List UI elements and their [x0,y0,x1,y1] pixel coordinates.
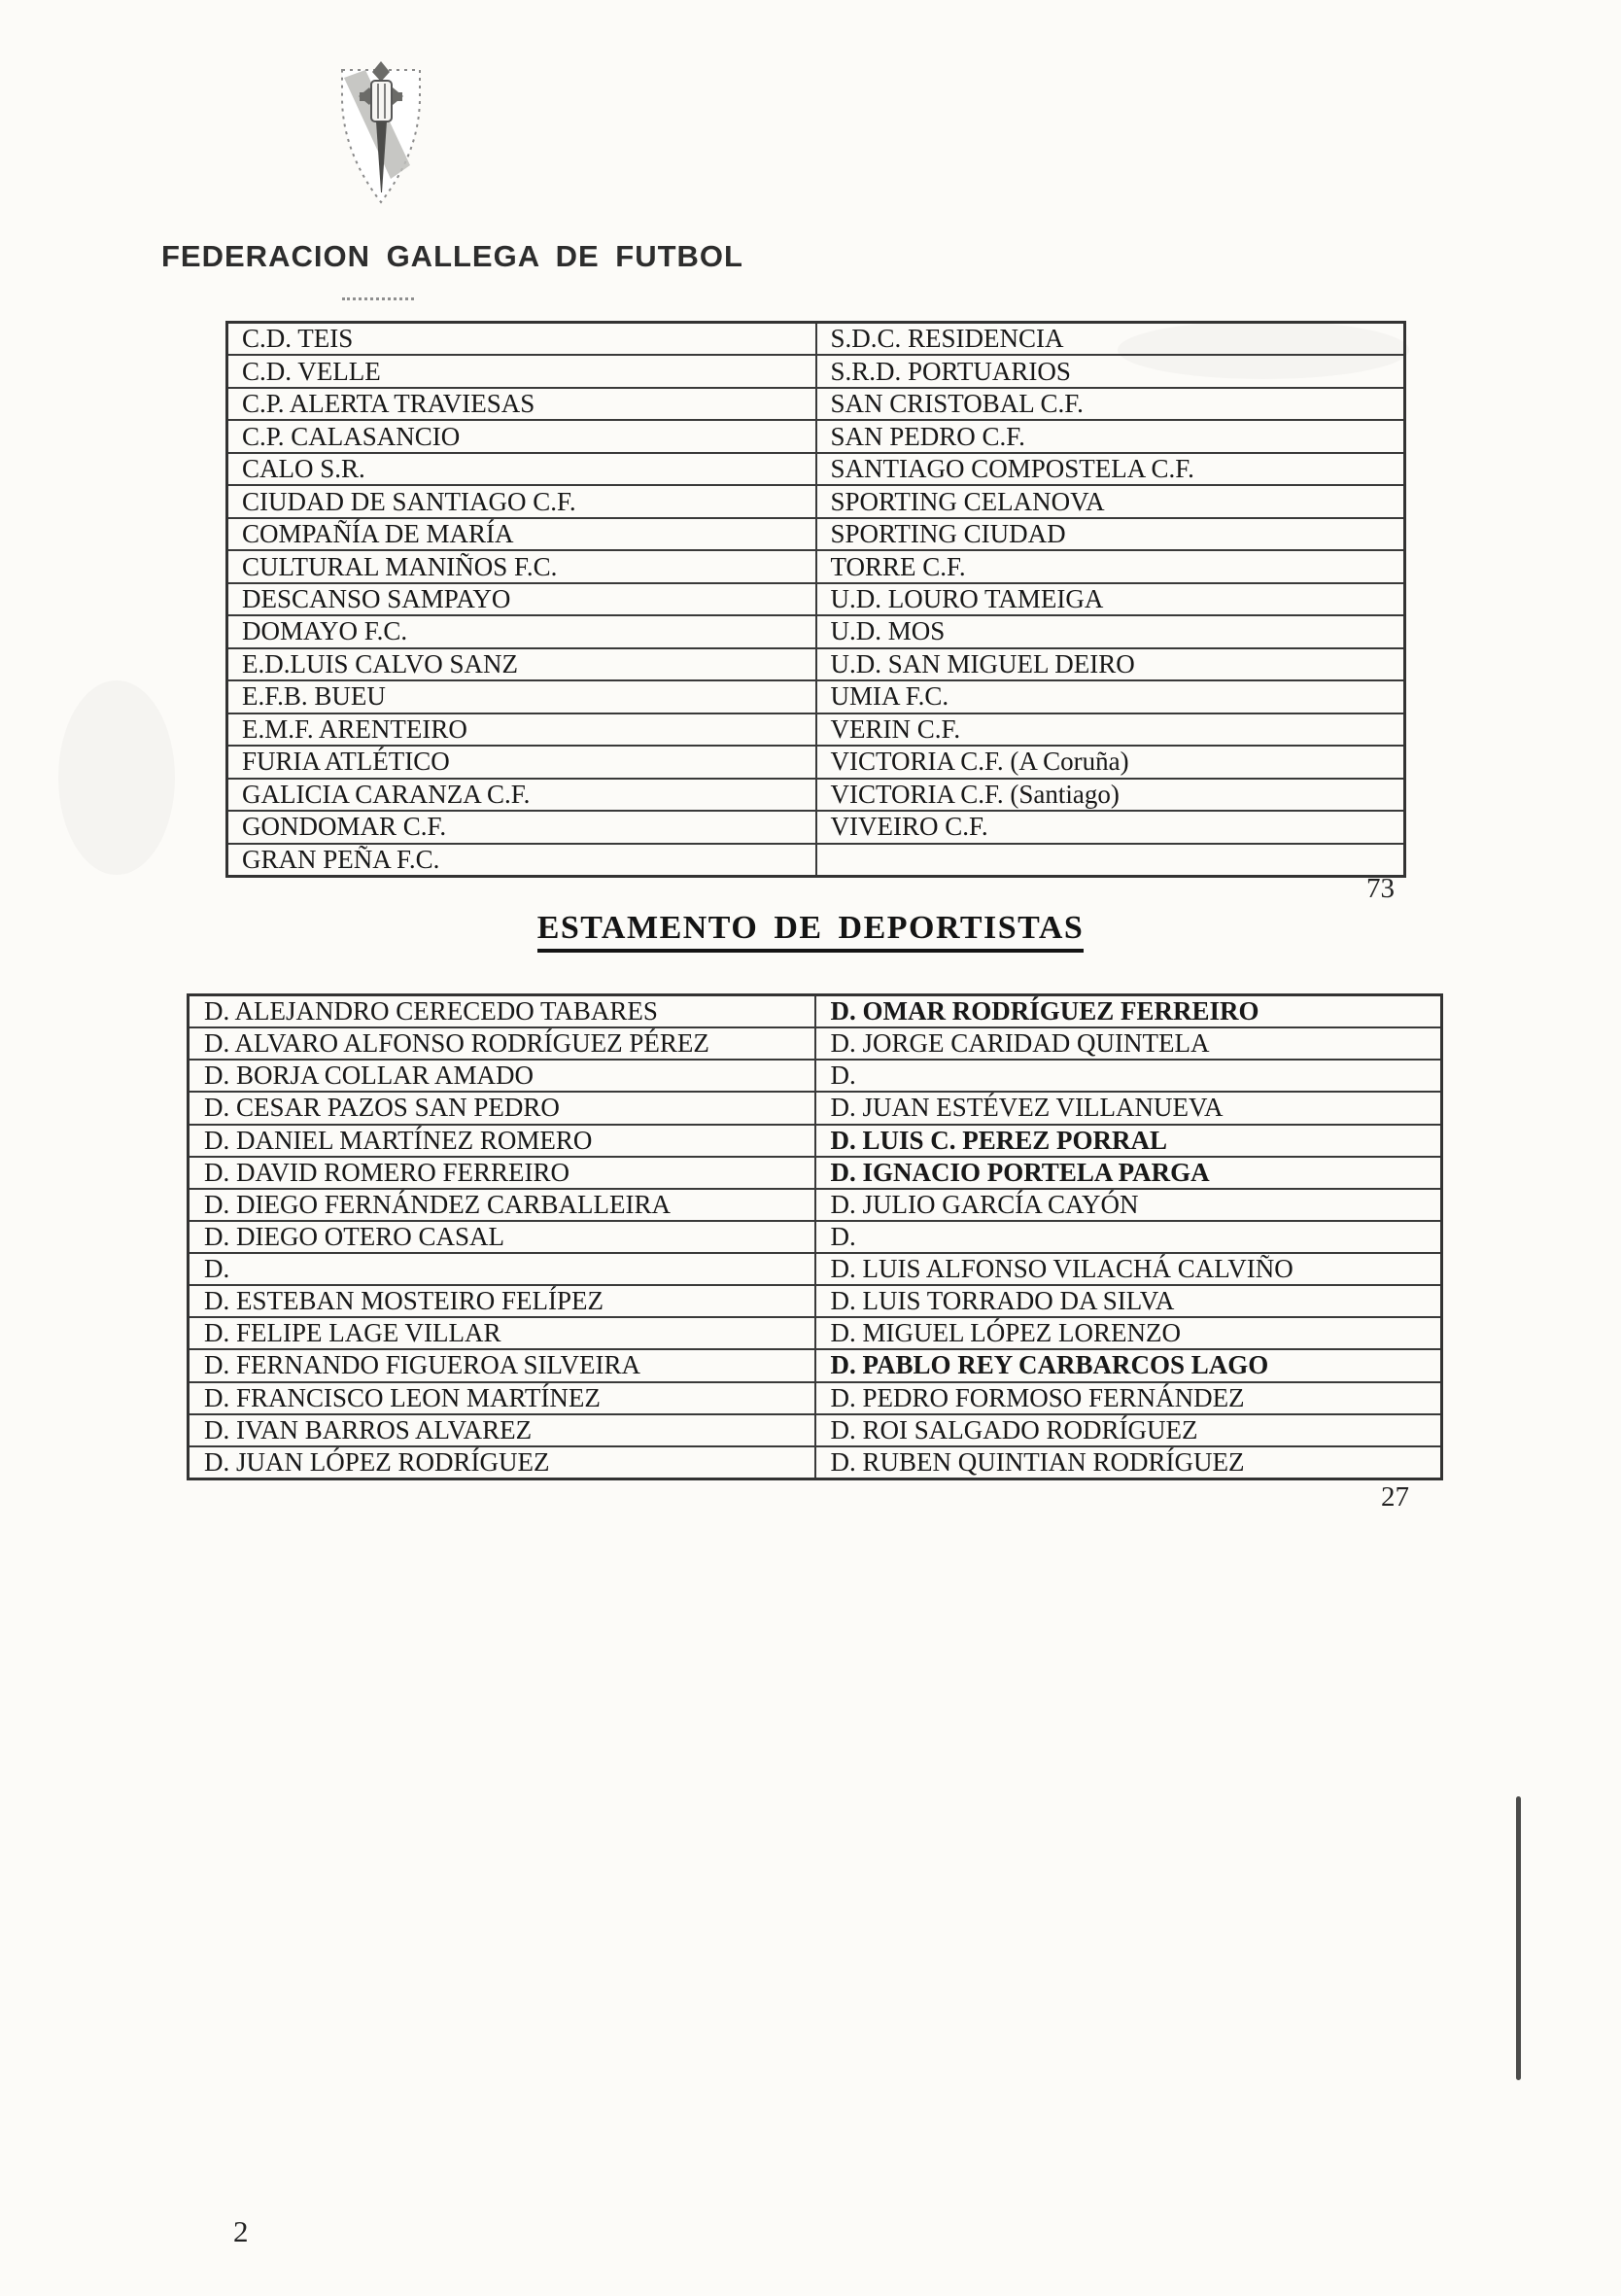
org-title: FEDERACION GALLEGA DE FUTBOL [161,239,743,273]
club-name-right: VICTORIA C.F. (A Coruña) [816,746,1405,778]
athlete-name-right: D. ROI SALGADO RODRÍGUEZ [815,1414,1442,1446]
athletes-table-row [189,1382,1442,1414]
athletes-table-row [189,1317,1442,1349]
club-name-left: E.D.LUIS CALVO SANZ [227,648,816,680]
club-name-right: S.R.D. PORTUARIOS [816,355,1405,387]
athletes-table [187,993,1443,1480]
clubs-table [225,321,1406,878]
title-underline-dots [342,297,414,300]
athlete-name-right: D. LUIS C. PEREZ PORRAL [815,1125,1442,1157]
section-title [0,910,1621,947]
athlete-name-left: D. CESAR PAZOS SAN PEDRO [189,1092,815,1124]
clubs-table-row [227,550,1405,582]
clubs-table-row [227,615,1405,647]
clubs-table-row [227,746,1405,778]
athlete-name-left: D. BORJA COLLAR AMADO [189,1060,815,1092]
clubs-table-row [227,388,1405,420]
club-name-left: E.F.B. BUEU [227,680,816,713]
section-title-text: ESTAMENTO DE DEPORTISTAS [537,910,1085,953]
athlete-name-left: D. FELIPE LAGE VILLAR [189,1317,815,1349]
athlete-name-right: D. [815,1221,1442,1253]
club-name-left: E.M.F. ARENTEIRO [227,713,816,746]
clubs-table-row [227,811,1405,843]
clubs-table-row [227,844,1405,877]
athlete-name-right: D. PABLO REY CARBARCOS LAGO [815,1349,1442,1381]
club-name-right: S.D.C. RESIDENCIA [816,323,1405,356]
club-name-left: DOMAYO F.C. [227,615,816,647]
clubs-table-row [227,485,1405,517]
athlete-name-right: D. PEDRO FORMOSO FERNÁNDEZ [815,1382,1442,1414]
athlete-name-right: D. MIGUEL LÓPEZ LORENZO [815,1317,1442,1349]
clubs-table-row [227,453,1405,485]
clubs-table-row [227,779,1405,811]
club-name-left: GONDOMAR C.F. [227,811,816,843]
athlete-name-left: D. FRANCISCO LEON MARTÍNEZ [189,1382,815,1414]
athlete-name-right: D. RUBEN QUINTIAN RODRÍGUEZ [815,1446,1442,1479]
athletes-table-row [189,1349,1442,1381]
clubs-table-row [227,355,1405,387]
club-name-right: VIVEIRO C.F. [816,811,1405,843]
clubs-table-row [227,323,1405,356]
athlete-name-right: D. JORGE CARIDAD QUINTELA [815,1027,1442,1060]
club-name-right: SPORTING CIUDAD [816,518,1405,550]
club-name-right: U.D. MOS [816,615,1405,647]
athletes-table-row [189,1285,1442,1317]
athletes-table-row [189,1189,1442,1221]
athlete-name-right: D. IGNACIO PORTELA PARGA [815,1157,1442,1189]
athlete-name-left: D. ALEJANDRO CERECEDO TABARES [189,995,815,1028]
club-name-right: UMIA F.C. [816,680,1405,713]
athlete-name-right: D. JUAN ESTÉVEZ VILLANUEVA [815,1092,1442,1124]
athlete-name-right: D. [815,1060,1442,1092]
club-name-left: C.P. CALASANCIO [227,420,816,452]
athletes-table-row [189,1060,1442,1092]
club-name-right: SPORTING CELANOVA [816,485,1405,517]
athlete-name-left: D. DIEGO OTERO CASAL [189,1221,815,1253]
clubs-table-row [227,518,1405,550]
club-name-left: C.D. VELLE [227,355,816,387]
club-name-left: COMPAÑÍA DE MARÍA [227,518,816,550]
club-name-right: VERIN C.F. [816,713,1405,746]
athlete-name-left: D. IVAN BARROS ALVAREZ [189,1414,815,1446]
athlete-name-right: D. LUIS ALFONSO VILACHÁ CALVIÑO [815,1253,1442,1285]
club-name-left: DESCANSO SAMPAYO [227,583,816,615]
club-name-right [816,844,1405,877]
club-name-right: U.D. LOURO TAMEIGA [816,583,1405,615]
scan-artifact-line [1516,1796,1521,2080]
athlete-name-left: D. [189,1253,815,1285]
clubs-table-row [227,583,1405,615]
athletes-table-row [189,1253,1442,1285]
clubs-table-row [227,648,1405,680]
club-name-left: CIUDAD DE SANTIAGO C.F. [227,485,816,517]
athlete-name-left: D. DANIEL MARTÍNEZ ROMERO [189,1125,815,1157]
club-name-left: CULTURAL MANIÑOS F.C. [227,550,816,582]
club-name-right: U.D. SAN MIGUEL DEIRO [816,648,1405,680]
club-name-right: SAN CRISTOBAL C.F. [816,388,1405,420]
athletes-table-row [189,1092,1442,1124]
athletes-count: 27 [1381,1481,1409,1513]
club-name-left: C.D. TEIS [227,323,816,356]
club-name-right: TORRE C.F. [816,550,1405,582]
club-name-right: SANTIAGO COMPOSTELA C.F. [816,453,1405,485]
athlete-name-left: D. DIEGO FERNÁNDEZ CARBALLEIRA [189,1189,815,1221]
athletes-table-row [189,1125,1442,1157]
club-name-left: GALICIA CARANZA C.F. [227,779,816,811]
athletes-table-row [189,1027,1442,1060]
athlete-name-right: D. OMAR RODRÍGUEZ FERREIRO [815,995,1442,1028]
athlete-name-left: D. DAVID ROMERO FERREIRO [189,1157,815,1189]
athlete-name-left: D. JUAN LÓPEZ RODRÍGUEZ [189,1446,815,1479]
athletes-table-row [189,995,1442,1028]
athletes-table-row [189,1157,1442,1189]
athletes-table-row [189,1414,1442,1446]
club-name-right: VICTORIA C.F. (Santiago) [816,779,1405,811]
club-name-left: FURIA ATLÉTICO [227,746,816,778]
club-name-left: GRAN PEÑA F.C. [227,844,816,877]
club-name-left: C.P. ALERTA TRAVIESAS [227,388,816,420]
club-name-left: CALO S.R. [227,453,816,485]
federation-crest-logo [332,56,430,210]
clubs-table-row [227,680,1405,713]
page-number: 2 [233,2214,249,2248]
athlete-name-left: D. FERNANDO FIGUEROA SILVEIRA [189,1349,815,1381]
athlete-name-left: D. ESTEBAN MOSTEIRO FELÍPEZ [189,1285,815,1317]
clubs-count: 73 [1366,873,1395,904]
athlete-name-right: D. JULIO GARCÍA CAYÓN [815,1189,1442,1221]
clubs-table-row [227,713,1405,746]
athlete-name-left: D. ALVARO ALFONSO RODRÍGUEZ PÉREZ [189,1027,815,1060]
athletes-table-row [189,1446,1442,1479]
clubs-table-row [227,420,1405,452]
scan-smudge [58,680,175,875]
athlete-name-right: D. LUIS TORRADO DA SILVA [815,1285,1442,1317]
athletes-table-row [189,1221,1442,1253]
club-name-right: SAN PEDRO C.F. [816,420,1405,452]
